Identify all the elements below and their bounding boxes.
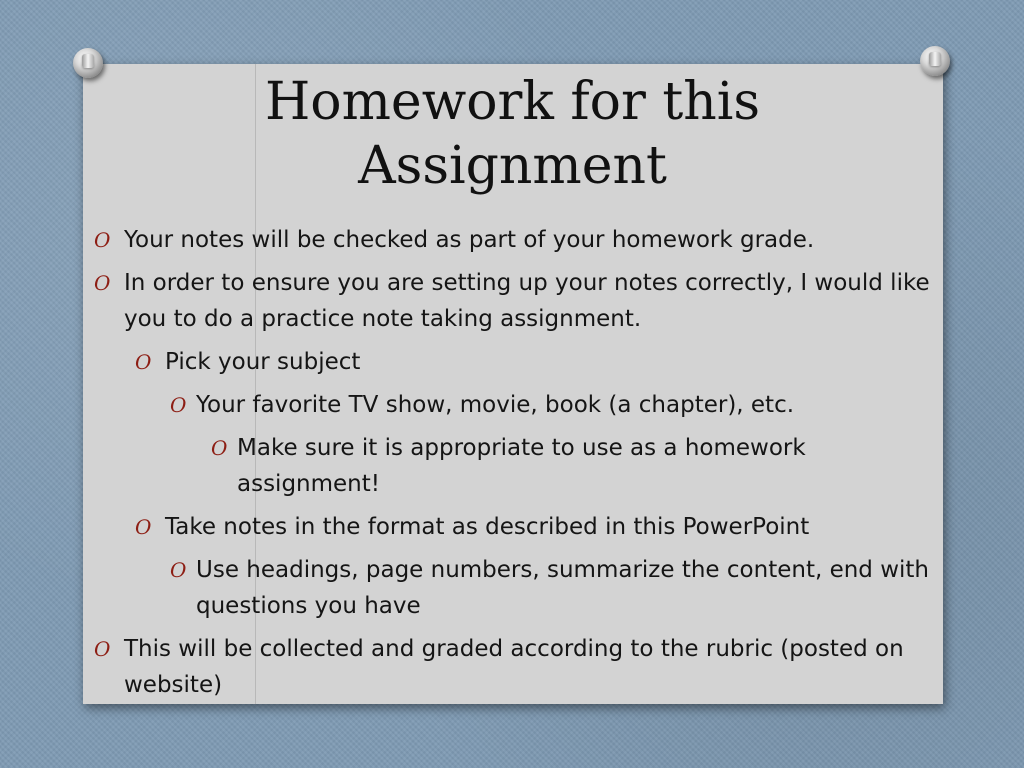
bullet-marker-icon: O bbox=[135, 515, 152, 539]
bullet-text: Your favorite TV show, movie, book (a chapter), etc. bbox=[196, 392, 795, 418]
bullet-item bbox=[90, 430, 935, 502]
bullet-item bbox=[90, 265, 935, 337]
bullet-item bbox=[90, 387, 935, 423]
bullet-item bbox=[90, 631, 935, 703]
bullet-item bbox=[90, 344, 935, 380]
bullet-list bbox=[90, 222, 935, 710]
bullet-text: In order to ensure you are setting up your notes correctly, I would like you to do a practice note taking assignment. bbox=[124, 270, 930, 332]
bullet-text: Make sure it is appropriate to use as a homework assignment! bbox=[237, 435, 806, 497]
bullet-text: Use headings, page numbers, summarize the content, end with questions you have bbox=[196, 557, 930, 619]
bullet-text: Take notes in the format as described in this PowerPoint bbox=[165, 514, 810, 540]
bullet-marker-icon: O bbox=[94, 228, 111, 252]
bullet-marker-icon: O bbox=[94, 271, 111, 295]
slide-title: Homework for this Assignment bbox=[264, 72, 761, 196]
bullet-marker-icon: O bbox=[135, 350, 152, 374]
bullet-marker-icon: O bbox=[94, 637, 111, 661]
bullet-text: Your notes will be checked as part of your homework grade. bbox=[124, 227, 815, 253]
bullet-marker-icon: O bbox=[170, 393, 187, 417]
pushpin-icon bbox=[920, 46, 950, 76]
bullet-text: This will be collected and graded according to the rubric (posted on website) bbox=[124, 636, 904, 698]
bullet-marker-icon: O bbox=[211, 436, 228, 460]
bullet-item bbox=[90, 509, 935, 545]
bullet-item bbox=[90, 552, 935, 624]
pushpin-icon bbox=[73, 48, 103, 78]
bullet-marker-icon: O bbox=[170, 558, 187, 582]
bullet-item bbox=[90, 222, 935, 258]
bullet-text: Pick your subject bbox=[165, 349, 361, 375]
